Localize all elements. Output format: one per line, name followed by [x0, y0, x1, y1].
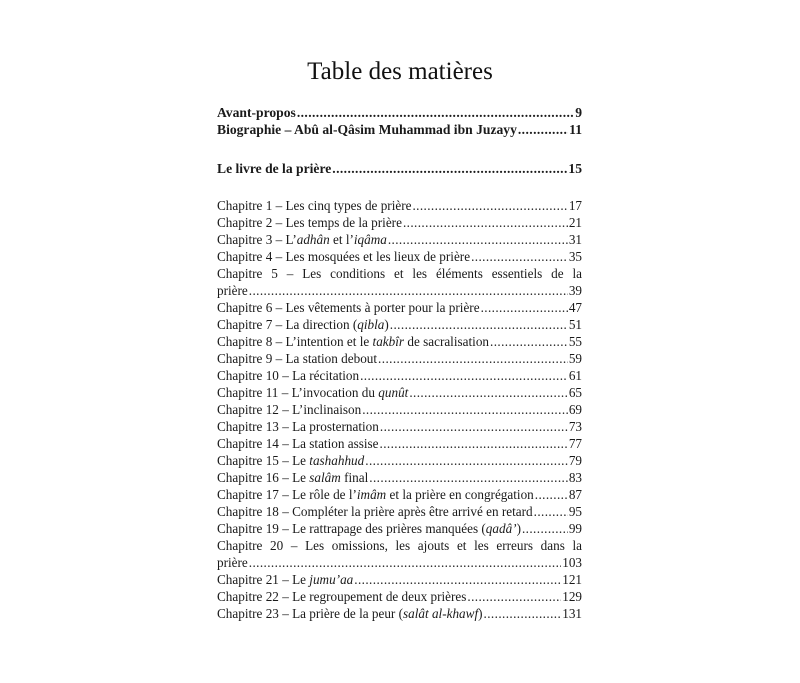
leader-dots [354, 571, 561, 588]
italic-term: iqâma [353, 232, 387, 247]
italic-term: salâm [309, 470, 341, 485]
toc-entry-label: Chapitre 20 – Les omissions, les ajouts et les erreurs dans la [217, 538, 582, 553]
label-text: Chapitre 7 – La direction ( [217, 317, 358, 332]
italic-term: qunût [378, 385, 409, 400]
leader-dots [249, 554, 561, 571]
toc-entry-label: Chapitre 13 – La prosternation [217, 419, 379, 434]
label-text: Chapitre 17 – Le rôle de l’ [217, 487, 357, 502]
toc-entry-chapitre-23 [217, 605, 582, 622]
toc-entry-page: 87 [568, 487, 582, 502]
toc-entry-label [217, 486, 534, 503]
leader-dots [362, 401, 568, 418]
toc-entry-label: Chapitre 1 – Les cinq types de prière [217, 198, 412, 213]
italic-term: qadâ’ [485, 521, 517, 536]
label-text: Chapitre 16 – Le [217, 470, 310, 485]
toc-entry-page: 77 [568, 436, 582, 451]
leader-dots [380, 418, 568, 435]
italic-term: imâm [356, 487, 387, 502]
label-text: ) [516, 521, 521, 536]
leader-dots [380, 435, 568, 452]
toc-entry-label: Chapitre 4 – Les mosquées et les lieux de prière [217, 249, 471, 264]
leader-dots [471, 248, 568, 265]
leader-dots [365, 452, 568, 469]
toc-entry-chapitre-18 [217, 503, 582, 520]
toc-entry-page: 65 [568, 385, 582, 400]
toc-entry-page: 73 [568, 419, 582, 434]
toc-entry-page: 131 [562, 606, 582, 621]
toc-entry-label: Le livre de la prière [217, 161, 332, 176]
toc-entry-page: 79 [568, 453, 582, 468]
toc-entry-label [217, 384, 408, 401]
toc-entry-label [217, 333, 489, 350]
label-text: de sacralisation [404, 334, 490, 349]
toc-entry-chapitre-17 [217, 486, 582, 503]
toc-entry-chapitre-4 [217, 248, 582, 265]
italic-term: takbîr [372, 334, 405, 349]
leader-dots [522, 520, 568, 537]
toc-entry-label [217, 571, 353, 588]
toc-entry-label: Chapitre 18 – Compléter la prière après être arrivé en retard [217, 504, 533, 519]
toc-entry-chapitre-21 [217, 571, 582, 588]
label-text: et la prière en congrégation [386, 487, 534, 502]
label-text: et l’ [329, 232, 354, 247]
toc-entry-page: 9 [575, 105, 582, 120]
toc-entry-label [217, 605, 483, 622]
label-text: Chapitre 19 – Le rattrapage des prières manquées ( [217, 521, 486, 536]
toc-entry-page: 39 [568, 283, 582, 298]
toc-entry-page: 103 [562, 555, 582, 570]
toc-entry-page: 99 [568, 521, 582, 536]
leader-dots [332, 160, 567, 177]
toc-entry-chapitre-10 [217, 367, 582, 384]
toc-entry-chapitre-2 [217, 214, 582, 231]
leader-dots [360, 367, 568, 384]
toc-entry-label: Chapitre 5 – Les conditions et les éléments essentiels de la [217, 266, 582, 281]
toc-entry-avant-propos [217, 104, 582, 121]
leader-dots [490, 333, 568, 350]
toc-entry-chapitre-15 [217, 452, 582, 469]
label-text: Chapitre 23 – La prière de la peur ( [217, 606, 404, 621]
leader-dots [403, 214, 568, 231]
toc-entry-chapitre-1 [217, 197, 582, 214]
label-text: ) [384, 317, 389, 332]
toc-entry-livre [217, 160, 582, 177]
leader-dots [484, 605, 562, 622]
toc-entry-chapitre-16 [217, 469, 582, 486]
toc-entry-label: Chapitre 10 – La récitation [217, 368, 360, 383]
leader-dots [249, 282, 568, 299]
label-text: ) [478, 606, 483, 621]
leader-dots [369, 469, 568, 486]
toc-entry-label: Chapitre 9 – La station debout [217, 351, 378, 366]
toc-entry-page: 17 [568, 198, 582, 213]
toc-entry-page: 21 [568, 215, 582, 230]
toc-entry-page: 55 [568, 334, 582, 349]
toc-entry-label [217, 231, 387, 248]
toc-entry-chapitre-5 [217, 265, 582, 299]
label-text: Chapitre 15 – Le [217, 453, 310, 468]
toc-entry-label: Chapitre 6 – Les vêtements à porter pour la prière [217, 300, 480, 315]
label-text: final [340, 470, 369, 485]
toc-entry-chapitre-3 [217, 231, 582, 248]
toc-entry-label [217, 520, 521, 537]
toc-entry-chapitre-19 [217, 520, 582, 537]
leader-dots [297, 104, 574, 121]
toc-entry-chapitre-13 [217, 418, 582, 435]
toc-entry-page: 31 [568, 232, 582, 247]
toc-entry-label [217, 316, 389, 333]
leader-dots [481, 299, 568, 316]
toc-entry-label: Avant-propos [217, 105, 296, 120]
toc-entry-label [217, 469, 368, 486]
italic-term: tashahhud [309, 453, 365, 468]
toc-entry-page: 121 [562, 572, 582, 587]
leader-dots [467, 588, 561, 605]
toc-entry-chapitre-6 [217, 299, 582, 316]
label-text: Chapitre 21 – Le [217, 572, 310, 587]
toc-entry-label-cont: prière [217, 555, 248, 570]
toc-entry-biographie [217, 121, 582, 138]
label-text: Chapitre 8 – L’intention et le [217, 334, 373, 349]
leader-dots [412, 197, 567, 214]
toc-entry-label: Chapitre 12 – L’inclinaison [217, 402, 362, 417]
toc-entry-page: 11 [569, 122, 582, 137]
toc-entry-chapitre-20 [217, 537, 582, 571]
toc-entry-chapitre-7 [217, 316, 582, 333]
italic-term: jumu’aa [309, 572, 354, 587]
leader-dots [378, 350, 568, 367]
toc-entry-chapitre-11 [217, 384, 582, 401]
toc-entry-page: 69 [568, 402, 582, 417]
toc-entry-page: 47 [568, 300, 582, 315]
toc-entry-page: 51 [568, 317, 582, 332]
leader-dots [535, 486, 568, 503]
italic-term: adhân [296, 232, 330, 247]
toc-entry-label: Chapitre 2 – Les temps de la prière [217, 215, 402, 230]
toc-entry-page: 59 [568, 351, 582, 366]
toc-entry-chapitre-14 [217, 435, 582, 452]
toc-entry-chapitre-8 [217, 333, 582, 350]
label-text: Chapitre 3 – L’ [217, 232, 297, 247]
toc-entry-page: 15 [568, 161, 582, 176]
toc-entry-page: 61 [568, 368, 582, 383]
table-of-contents [217, 104, 582, 622]
toc-entry-chapitre-9 [217, 350, 582, 367]
toc-entry-page: 95 [568, 504, 582, 519]
leader-dots [390, 316, 568, 333]
toc-entry-chapitre-12 [217, 401, 582, 418]
italic-term: qibla [357, 317, 385, 332]
toc-entry-chapitre-22 [217, 588, 582, 605]
toc-entry-label-cont: prière [217, 283, 248, 298]
toc-entry-page: 35 [568, 249, 582, 264]
toc-entry-page: 83 [568, 470, 582, 485]
toc-entry-label [217, 452, 364, 469]
toc-entry-label: Chapitre 14 – La station assise [217, 436, 379, 451]
leader-dots [388, 231, 568, 248]
toc-entry-label: Chapitre 22 – Le regroupement de deux prières [217, 589, 467, 604]
toc-entry-label: Biographie – Abû al-Qâsim Muhammad ibn Juzayy [217, 122, 517, 137]
italic-term: salât al-khawf [403, 606, 479, 621]
page-title: Table des matières [307, 58, 493, 85]
leader-dots [534, 503, 568, 520]
leader-dots [409, 384, 567, 401]
label-text: Chapitre 11 – L’invocation du [217, 385, 379, 400]
toc-entry-page: 129 [562, 589, 582, 604]
leader-dots [518, 121, 568, 138]
